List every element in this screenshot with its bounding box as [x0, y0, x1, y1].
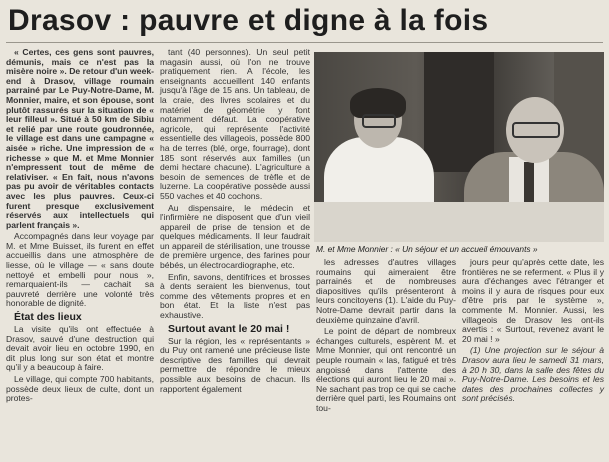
paragraph: Le point de départ de nombreux échanges culturels, espèrent M. et Mme Monnier, qui ont rencontré un peuple roumain « las, fatigué et très angoissé dans l'attente des élections qui auront lieu le 20 mai ». Ne sachant pas trop ce qui se cache derrière quel parti, les Roumains ont tou-: [316, 326, 456, 413]
article-column-3: [316, 258, 456, 416]
paragraph: Accompagnés dans leur voyage par M. et Mme Buisset, ils furent en effet accueillis dans une atmosphère de liesse, où le village — « sans doute nettoyé et embelli pour nous », remarquaient-ils — cachait sa pauvreté derrière une volonté très honorable de dignité.: [6, 231, 154, 309]
paragraph: les adresses d'autres villages roumains qui aimeraient être parrainés et de nombreuses diapositives qu'ils présenteront à leurs concitoyens (1). L'aide du Puy-Notre-Dame devrait partir dans la deuxième quinzaine d'avril.: [316, 257, 456, 325]
article-column-1: [6, 48, 154, 406]
subheading-etat-des-lieux: État des lieux: [14, 311, 82, 324]
subheading-surtout: Surtout avant le 20 mai !: [168, 322, 290, 335]
photo-door: [424, 52, 494, 172]
photo-woman-glasses: [362, 114, 396, 128]
photo-table: [314, 202, 604, 242]
paragraph: La visite qu'ils ont effectuée à Drasov, sauvé d'une destruction qui devait avoir lieu en octobre 1990, en dit plus long sur son état et montre qu'il y a beaucoup à faire.: [6, 324, 154, 373]
photo-caption: M. et Mme Monnier : « Un séjour et un accueil émouvants »: [316, 244, 538, 254]
article-headline: Drasov : pauvre et digne à la fois: [8, 4, 489, 37]
paragraph: Sur la région, les « représentants » du Puy ont ramené une précieuse liste descriptive des familles qui devrait permettre de répondre le mieux possible aux besoins de chacun. Ils rapportent également: [160, 335, 310, 394]
paragraph: Le village, qui compte 700 habitants, possède deux lieux de culte, dont un protes-: [6, 374, 154, 404]
article-photo: [314, 52, 604, 242]
photo-man-glasses: [512, 122, 560, 138]
paragraph: tant (40 personnes). Un seul petit magasin aussi, où l'on ne trouve pratiquement rien. A l'école, les enseignants accueillent 140 enfants jusqu'à l'âge de 15 ans. Un tableau, de la craie, des livres scolaires et du matériel de géométrie y font notamment défaut. La coopérative agricole, qui représente l'activité essentielle des villageois, possède 800 ha de terres (blé, orge, fourrage), dont 185 sont réservés aux familles (un demi hectare chacune). L'agriculture a besoin de semences de trèfle et de luzerne. La coopérative possède aussi 550 vaches et 40 cochons.: [160, 47, 310, 201]
headline-rule: [6, 42, 603, 43]
footnote: (1) Une projection sur le séjour à Drasov aura lieu le samedi 31 mars, à 20 h 30, dans la salle des fêtes du Puy-Notre-Dame. Les besoins et les dates des prochaines collectes y sont précisés.: [462, 345, 604, 404]
paragraph: Au dispensaire, le médecin et l'infirmière ne disposent que d'un vieil appareil de prise de tension et de quelques médicaments. Il leur faudrait un appareil de stérilisation, une trousse de première urgence, des farines pour bébés, un électrocardiographe, etc.: [160, 202, 310, 271]
lead-paragraph: « Certes, ces gens sont pauvres, démunis, mais ce n'est pas la misère noire ». De retour d'un week-end à Drasov, village roumain parrainé par Le Puy-Notre-Dame, M. Monnier, maire, et son épouse, sont plutôt rassurés sur la situation de « leur filleul ». Situé à 50 km de Sibiu et relié par une route goudronnée, le village est dans une campagne « aisée » riche. Une impression de « richesse » que M. et Mme Monnier n'empressent tout de même de relativiser. « En fait, nous n'avons pas pu avoir de véritables contacts avec les plus pauvres. Ceux-ci furent presque exclusivement réservés aux intellectuels qui parlent français ».: [6, 47, 154, 230]
paragraph: Enfin, savons, dentifrices et brosses à dents seraient les bienvenus, tout comme des vêtements propres et en bon état. Et la liste n'est pas exhaustive.: [160, 271, 310, 321]
article-column-2: [160, 48, 310, 396]
article-column-4: [462, 258, 604, 406]
paragraph: jours peur qu'après cette date, les frontières ne se referment. « Plus il y aura d'échanges avec l'étranger et moins il y aura de risques pour eux d'être pris par le système », commente M. Monnier. Aussi, les villageois de Drasov les ont-ils avertis : « Surtout, revenez avant le 20 mai ! »: [462, 257, 604, 344]
